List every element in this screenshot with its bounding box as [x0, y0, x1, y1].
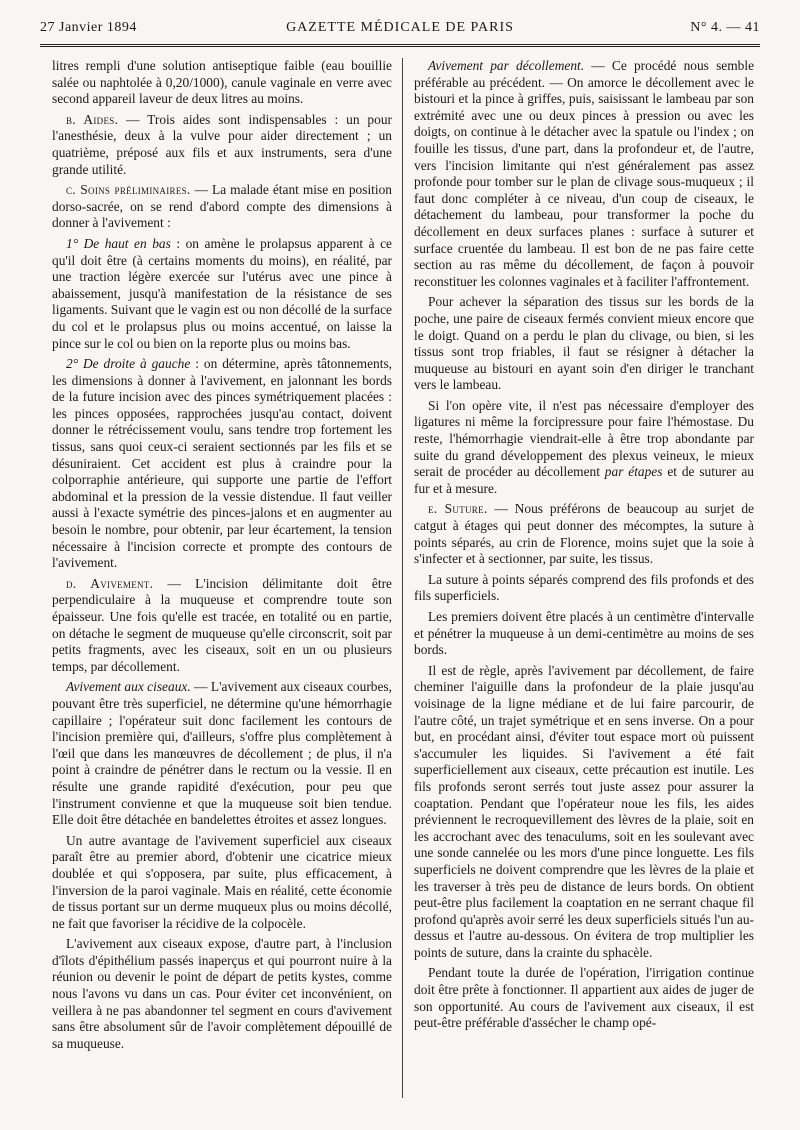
paragraph: La suture à points séparés comprend des fils profonds et des fils superficiels. — [414, 571, 754, 604]
paragraph-avivement: d. Avivement. — L'incision délimitante doit être perpendiculaire à la muqueuse et comprendre toute son épaisseur. Une fois qu'elle est tracée, en totalité ou en partie, on détache le segment de muqueuse qu'elle circonscrit, soit par petits fragments, avec les ciseaux, soit en un ou plusieurs temps, par décollement. — [52, 575, 392, 674]
paragraph: Pendant toute la durée de l'opération, l'irrigation continue doit être prête à fonctionner. Il appartient aux aides de juger de son opportunité. Au cours de l'avivement aux ciseaux, il est peut-être préférable d'assécher le champ opé- — [414, 965, 754, 1031]
paragraph: Il est de règle, après l'avivement par décollement, de faire cheminer l'aiguille dans la profondeur de la plaie jusqu'au voisinage de la ligne médiane et de lui faire parcourir, de l'autre côté, un trajet symétrique et en sens inverse. On a pour but, en procédant ainsi, d'éviter tout espace mort où puissent s'accumuler les liquides. Si l'avivement a été fait superficiellement aux ciseaux, cette précaution est inutile. Les fils profonds seront serrés tout juste assez pour assurer la coaptation. Pendant que l'opérateur noue les fils, les aides préviennent le recroquevillement des lèvres de la plaie, soit en les accrochant avec des tenaculums, soit en les soulevant avec une sonde cannelée ou les mors d'une pince longuette. Les fils superficiels ne doivent comprendre que les lèvres de la plaie et les traverser à très peu de distance de leurs bords. On obtient peut-être plus facilement la coaptation en ne serrant chaque fil profond qu'après avoir serré les deux superficiels situés l'un au-dessus et l'autre au-dessous. On évitera de trop multiplier les points de suture, dans la crainte du sphacèle. — [414, 662, 754, 960]
paragraph: L'avivement aux ciseaux expose, d'autre part, à l'inclusion d'îlots d'épithélium passés inaperçus et qui pourront nuire à la réunion ou devenir le point de départ de petits kystes, comme nous l'avons vu dans un cas. Pour éviter cet inconvénient, on veillera à ne pas abandonner tel segment en cours d'avivement sans être absolument sûr de l'avoir complètement dépouillé de sa muqueuse. — [52, 936, 392, 1051]
paragraph: litres rempli d'une solution antiseptique faible (eau bouillie salée ou naphtolée à 0,20/1000), canule vaginale en verre avec second appareil laveur de deux litres au moins. — [52, 58, 392, 107]
left-column — [52, 58, 392, 1056]
paragraph: Si l'on opère vite, il n'est pas nécessaire d'employer des ligatures ni même la forcipressure pour faire l'hémostase. Du reste, l'hémorrhagie viendrait-elle à être trop abondante par suite du grand développement des plexus veineux, le mieux serait de procéder au décollement par étapes et de suturer au fur et à mesure. — [414, 397, 754, 496]
page-header — [40, 20, 760, 42]
journal-title: GAZETTE MÉDICALE DE PARIS — [286, 20, 514, 35]
page-number: N° 4. — 41 — [690, 20, 760, 35]
header-rule — [40, 44, 760, 47]
paragraph-decollement: Avivement par décollement. — Ce procédé nous semble préférable au précédent. — On amorce le décollement avec le bistouri et la pince à griffes, puis, saisissant le lambeau par son extrémité avec une ou deux pinces à pression ou avec les doigts, on continue à le détacher avec la spatule ou l'index ; on fouille les tissus, d'une part, dans la profondeur et, de l'autre, vers l'incision limitante qui n'est généralement pas assez profonde pour tomber sur le plan de clivage sous-muqueux ; il faut donc compléter à ce niveau, d'un coup de ciseaux, le détachement du lambeau, pour transformer la poche du décollement en deux surfaces planes : surface à suturer et surface cruentée du lambeau. Il est bon de ne pas faire cette section au ras même du décollement, de façon à pouvoir reconstituer les colonnes vaginales et à faciliter l'affrontement. — [414, 58, 755, 289]
issue-date: 27 Janvier 1894 — [40, 20, 137, 35]
section-label: b. Aides. — [66, 111, 119, 127]
paragraph-aides: b. Aides. — Trois aides sont indispensables : un pour l'anesthésie, deux à la vulve pour aider directement ; un quatrième, préposé aux fils et aux instruments, sera d'une grande utilité. — [52, 111, 392, 177]
section-label: c. Soins préliminaires. — [66, 182, 191, 198]
paragraph: Pour achever la séparation des tissus sur les bords de la poche, une paire de ciseaux fermés convient mieux encore que le doigt. Quand on a perdu le plan du clivage, ou bien, si les tissus sont trop friables, il faut se résigner à détacher la muqueuse au bistouri en ayant soin d'en diriger le tranchant vers le lambeau. — [414, 294, 754, 393]
emphasis: par étapes — [604, 464, 663, 480]
paragraph-haut-bas: 1° De haut en bas : on amène le prolapsus apparent à ce qu'il doit être (à certains moments du moins), en réalité, par une traction légère exercée sur l'utérus avec une pince à abaissement, jusqu'à manifestation de la résistance de ses ligaments. Suivant que le vagin est ou non décollé de la surface du col et le prolapsus plus ou moins accentué, on laisse la pince sur le col ou bien on la reporte plus ou moins bas. — [52, 235, 393, 351]
item-label: 1° De haut en bas — [66, 235, 171, 251]
item-label: Avivement aux ciseaux. — [66, 679, 191, 695]
paragraph-droite-gauche: 2° De droite à gauche : on détermine, après tâtonnements, les dimensions à donner à l'avivement, en jalonnant les bords de la future incision avec des pinces symétriquement placées : les pinces opposées, rapprochées jusqu'au contact, doivent donner le rétrécissement voulu, sans tendre trop fortement les tissus, sans quoi ceux-ci seraient sectionnés par les fils et se désuniraient. Cet accident est plus à craindre pour la colporraphie antérieure, qui supporte une partie de l'effort abdominal et la pression de la vessie distendue. Il faut veiller aussi à l'exacte symétrie des pinces-jalons et en augmenter au besoin le nombre, pour obtenir, par leur écartement, la tension nécessaire à l'incision correcte et prompte des contours de l'avivement. — [52, 356, 392, 571]
column-separator — [402, 58, 403, 1098]
right-column — [414, 58, 754, 1036]
paragraph-suture: e. Suture. — Nous préférons de beaucoup au surjet de catgut à étages qui peut donner des mécomptes, la suture à points séparés, au crin de Florence, moins sujet que la soie à s'infecter et à sectionner, par suite, les tissus. — [414, 501, 754, 567]
paragraph-ciseaux: Avivement aux ciseaux. — L'avivement aux ciseaux courbes, pouvant être très superficiel, ne détermine qu'une hémorrhagie capillaire ; l'opérateur suit donc facilement les contours de l'incision première qui, d'ailleurs, s'offre plus complètement à l'œil que dans les manœuvres de décollement ; de plus, il n'a point à craindre de pénétrer dans le rectum ou la vessie. Il en résulte une grande rapidité d'exécution, pour peu que l'instrument convienne et que la muqueuse soit bien tendue. Elle doit être détachée en bandelettes étroites et assez longues. — [52, 679, 392, 828]
item-label: Avivement par décollement. — [428, 58, 585, 73]
section-label: d. Avivement. — [66, 575, 154, 591]
paragraph-soins: c. Soins préliminaires. — La malade étant mise en position dorso-sacrée, on se rend d'abord compte des dimensions à donner à l'avivement : — [52, 182, 392, 231]
item-label: 2° De droite à gauche — [66, 356, 191, 372]
section-label: e. Suture. — [428, 501, 488, 517]
paragraph: Les premiers doivent être placés à un centimètre d'intervalle et pénétrer la muqueuse à un demi-centimètre au moins de ses bords. — [414, 609, 754, 658]
paragraph: Un autre avantage de l'avivement superficiel aux ciseaux paraît être au premier abord, d'obtenir une cicatrice mieux doublée et qui s'opposera, par suite, plus efficacement, à l'inversion de la paroi vaginale. Mais en réalité, cette économie de tissus portant sur un derme muqueux plus ou moins décollé, ne fait que favoriser la récidive de la colpocèle. — [52, 832, 392, 931]
